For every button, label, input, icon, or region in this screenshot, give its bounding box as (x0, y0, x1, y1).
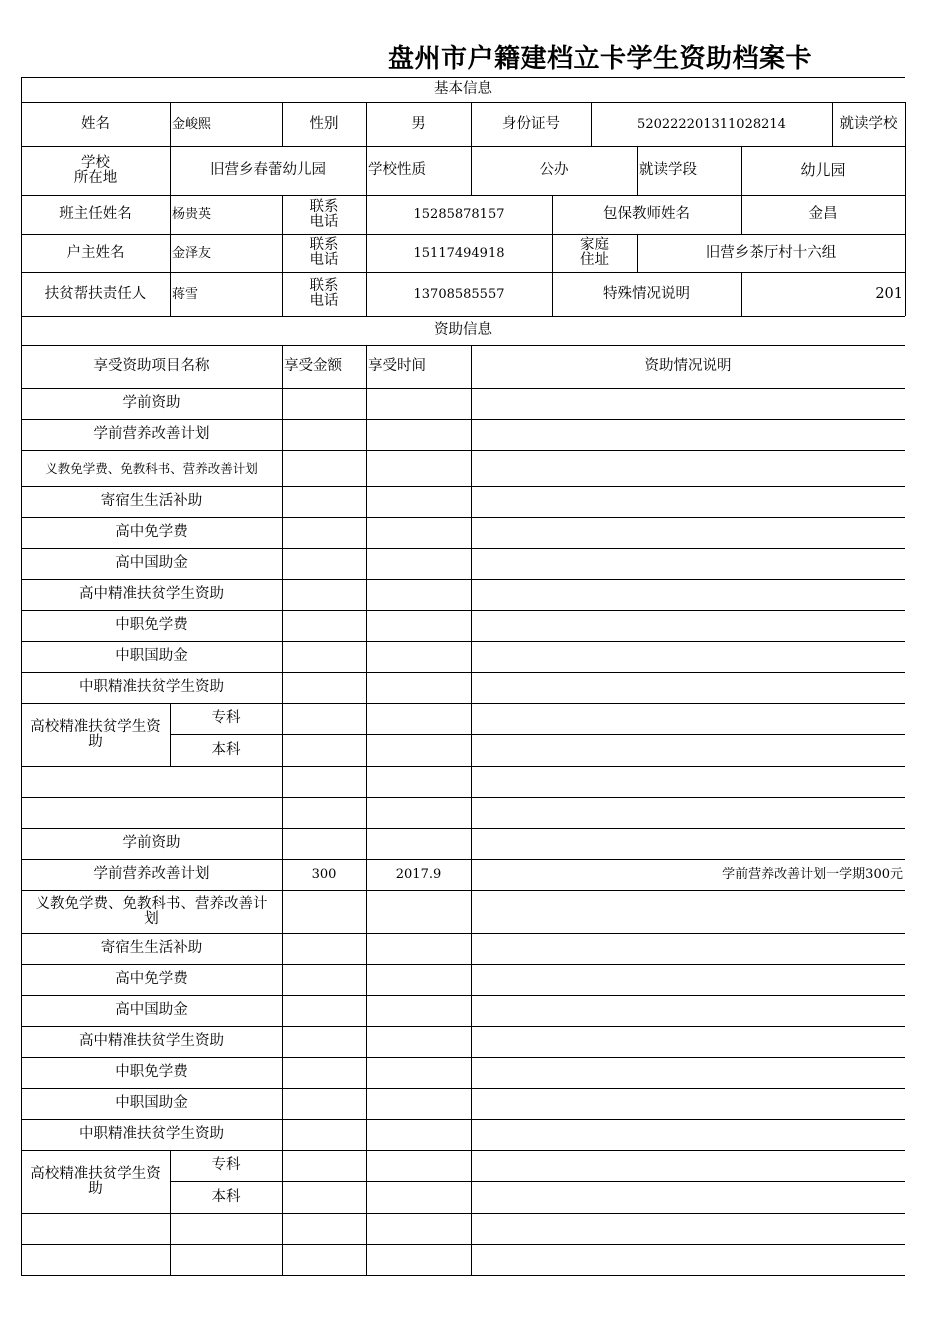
grid-line (282, 933, 283, 964)
id-number-value[interactable]: 520222201311028214 (637, 116, 786, 132)
aid-item-name: 高中精准扶贫学生资助 (79, 586, 224, 602)
teacher-label: 班主任姓名 (59, 206, 132, 222)
aid-item-time[interactable] (368, 1119, 469, 1150)
aid-item-time[interactable] (368, 419, 469, 450)
aid-item-note[interactable] (473, 995, 903, 1026)
aid-item-note[interactable] (473, 579, 903, 610)
specialist-label-b: 专科 (211, 1157, 241, 1173)
aid-item-amount[interactable] (284, 610, 364, 641)
grid-line (471, 486, 472, 517)
grid-line (282, 641, 283, 672)
aid-item-time[interactable] (368, 610, 469, 641)
grid-line (366, 672, 367, 703)
responsible-label: 扶贫帮扶责任人 (44, 285, 147, 302)
aid-item-note[interactable] (473, 1057, 903, 1088)
grid-line (21, 1244, 905, 1245)
grid-line (471, 1088, 472, 1119)
grid-line (366, 234, 367, 272)
grid-line (21, 77, 22, 1275)
aid-item-note[interactable] (473, 1150, 903, 1181)
grid-line (471, 703, 472, 766)
grid-line (366, 486, 367, 517)
teacher-phone-label: 联系 电话 (309, 198, 339, 230)
grid-line (282, 828, 283, 859)
aid-item-note[interactable] (473, 964, 903, 995)
grid-line (282, 234, 283, 272)
grid-line (282, 195, 283, 234)
aid-item-note[interactable] (473, 419, 903, 450)
aid-item-amount[interactable] (284, 388, 364, 419)
aid-item-note[interactable] (473, 828, 903, 859)
school-label: 就读学校 (839, 115, 898, 132)
aid-item-note[interactable] (473, 672, 903, 703)
grid-line (366, 345, 367, 388)
grid-line (471, 345, 472, 388)
grid-line (170, 195, 171, 234)
grid-line (471, 450, 472, 486)
grid-line (591, 102, 592, 146)
aid-item-name: 中职精准扶贫学生资助 (79, 679, 224, 695)
guard-teacher-label: 包保教师姓名 (603, 206, 690, 222)
grid-line (282, 548, 283, 579)
aid-item-amount[interactable] (284, 672, 364, 703)
grid-line (282, 610, 283, 641)
special-value[interactable]: 201 (875, 285, 903, 302)
grid-line (366, 933, 367, 964)
grid-line (366, 828, 367, 859)
aid-item-name: 高中国助金 (115, 555, 188, 571)
grid-line (170, 234, 171, 272)
aid-item-time[interactable] (368, 703, 469, 734)
grid-line (366, 703, 367, 766)
aid-item-note[interactable] (473, 388, 903, 419)
aid-item-name: 中职国助金 (115, 648, 188, 664)
aid-item-name: 学前营养改善计划 (93, 426, 210, 442)
grid-line (282, 995, 283, 1026)
grid-line (552, 234, 553, 272)
col-amount-header: 享受金额 (284, 358, 342, 374)
householder-value[interactable]: 金泽友 (172, 245, 212, 261)
grid-line (282, 388, 283, 419)
aid-item-time[interactable] (368, 1088, 469, 1119)
grid-line (170, 703, 171, 766)
aid-item-name: 学前资助 (122, 395, 181, 411)
aid-item-note[interactable] (473, 1026, 903, 1057)
grid-line (366, 102, 367, 146)
grid-line (366, 1026, 367, 1057)
aid-item-name: 高中免学费 (115, 524, 188, 540)
specialist-label-a: 专科 (211, 710, 241, 726)
aid-item-amount[interactable] (284, 579, 364, 610)
grid-line (471, 933, 472, 964)
grid-line (471, 828, 472, 859)
grid-line (471, 548, 472, 579)
stage-label: 就读学段 (639, 162, 697, 178)
grid-line (282, 703, 283, 766)
grid-line (471, 146, 472, 195)
aid-item-name: 中职国助金 (115, 1095, 188, 1111)
grid-line (170, 1244, 171, 1275)
address-label: 家庭 住址 (580, 237, 609, 268)
aid-item-time[interactable] (368, 734, 469, 766)
grid-line (366, 388, 367, 419)
aid-item-note[interactable]: 学前营养改善计划一学期300元 (722, 867, 903, 882)
grid-line (282, 1213, 283, 1244)
aid-item-amount[interactable] (284, 450, 364, 486)
grid-line (366, 579, 367, 610)
college-aid-label-a: 高校精准扶贫学生资 助 (30, 718, 161, 750)
school-type-value[interactable]: 公办 (539, 162, 569, 178)
aid-item-note[interactable] (473, 548, 903, 579)
grid-line (832, 102, 833, 146)
grid-line (471, 102, 472, 146)
aid-item-amount[interactable] (284, 517, 364, 548)
aid-item-time[interactable] (368, 828, 469, 859)
bachelor-label-b: 本科 (211, 1188, 241, 1205)
grid-line (21, 797, 905, 798)
grid-line (282, 579, 283, 610)
grid-line (366, 995, 367, 1026)
aid-item-time[interactable] (368, 450, 469, 486)
grid-line (282, 797, 283, 828)
grid-line (366, 964, 367, 995)
grid-line (471, 859, 472, 890)
grid-line (471, 766, 472, 797)
aid-item-amount[interactable] (284, 1150, 364, 1181)
grid-line (282, 419, 283, 450)
grid-line (471, 1213, 472, 1244)
aid-item-amount[interactable] (284, 1057, 364, 1088)
grid-line (905, 102, 906, 146)
grid-line (366, 890, 367, 933)
grid-line (282, 486, 283, 517)
grid-line (282, 964, 283, 995)
grid-line (282, 102, 283, 146)
aid-item-name: 中职免学费 (115, 1064, 188, 1080)
householder-phone-value[interactable]: 15117494918 (413, 245, 505, 261)
aid-item-time[interactable] (368, 486, 469, 517)
aid-item-note[interactable] (473, 1088, 903, 1119)
grid-line (170, 1150, 171, 1213)
aid-item-amount[interactable] (284, 1119, 364, 1150)
grid-line (905, 195, 906, 234)
aid-item-time[interactable] (368, 641, 469, 672)
aid-item-note[interactable] (473, 1181, 903, 1213)
grid-line (471, 672, 472, 703)
grid-line (471, 579, 472, 610)
school-type-label: 学校性质 (368, 162, 426, 178)
grid-line (170, 146, 171, 195)
page-title: 盘州市户籍建档立卡学生资助档案卡 (387, 44, 812, 74)
grid-line (637, 234, 638, 272)
grid-line (366, 146, 367, 195)
col-time-header: 享受时间 (368, 358, 426, 374)
grid-line (637, 146, 638, 195)
aid-item-amount[interactable] (284, 995, 364, 1026)
grid-line (471, 995, 472, 1026)
aid-item-time[interactable] (368, 517, 469, 548)
grid-line (741, 272, 742, 316)
address-value[interactable]: 旧营乡茶厅村十六组 (705, 244, 837, 261)
grid-line (471, 419, 472, 450)
teacher-phone-value[interactable]: 15285878157 (413, 207, 505, 222)
aid-item-note[interactable] (473, 933, 903, 964)
aid-item-name: 高中免学费 (115, 971, 188, 987)
aid-item-amount[interactable] (284, 964, 364, 995)
grid-line (282, 517, 283, 548)
grid-line (471, 797, 472, 828)
aid-item-time[interactable] (368, 995, 469, 1026)
grid-line (366, 195, 367, 234)
aid-item-note[interactable] (473, 1119, 903, 1150)
grid-line (282, 1026, 283, 1057)
guard-teacher-value[interactable]: 金昌 (808, 206, 838, 222)
householder-label: 户主姓名 (66, 244, 125, 261)
aid-item-name: 中职免学费 (115, 617, 188, 633)
grid-line (366, 1057, 367, 1088)
aid-item-note[interactable] (473, 610, 903, 641)
grid-line (366, 766, 367, 797)
id-label: 身份证号 (502, 115, 560, 132)
aid-item-amount[interactable] (284, 734, 364, 766)
aid-item-time[interactable] (368, 1026, 469, 1057)
aid-item-name: 寄宿生生活补助 (100, 493, 203, 509)
aid-item-amount[interactable] (284, 890, 364, 933)
aid-item-name: 寄宿生生活补助 (100, 940, 203, 956)
aid-item-name: 学前资助 (122, 835, 181, 851)
col-note-header: 资助情况说明 (644, 358, 732, 374)
aid-item-amount[interactable]: 300 (311, 867, 337, 882)
aid-item-amount[interactable] (284, 1026, 364, 1057)
grid-line (471, 641, 472, 672)
grid-line (366, 1119, 367, 1150)
grid-line (471, 890, 472, 933)
grid-line (366, 859, 367, 890)
aid-item-name: 学前营养改善计划 (93, 866, 210, 882)
grid-line (905, 234, 906, 272)
gender-label: 性别 (309, 115, 339, 132)
aid-item-time[interactable] (368, 579, 469, 610)
grid-line (366, 1244, 367, 1275)
aid-item-time[interactable] (368, 1150, 469, 1181)
name-label: 姓名 (81, 115, 110, 132)
aid-item-note[interactable] (473, 734, 903, 766)
grid-line (366, 797, 367, 828)
aid-item-name: 义教免学费、免教科书、营养改善计划 (45, 460, 258, 476)
grid-line (471, 1150, 472, 1213)
aid-item-amount[interactable] (284, 486, 364, 517)
grid-line (366, 1150, 367, 1213)
grid-line (21, 766, 905, 767)
aid-item-amount[interactable] (284, 548, 364, 579)
aid-item-time[interactable] (368, 672, 469, 703)
gender-value[interactable]: 男 (411, 115, 426, 132)
grid-line (471, 1244, 472, 1275)
aid-item-amount[interactable] (284, 703, 364, 734)
grid-line (282, 672, 283, 703)
grid-line (366, 1088, 367, 1119)
name-value[interactable]: 金峻熙 (172, 116, 212, 132)
grid-line (471, 964, 472, 995)
grid-line (170, 102, 171, 146)
school-location-value[interactable]: 旧营乡春蕾幼儿园 (210, 162, 326, 178)
aid-item-note[interactable] (473, 450, 903, 486)
aid-item-amount[interactable] (284, 828, 364, 859)
aid-item-time[interactable]: 2017.9 (395, 867, 442, 882)
aid-item-time[interactable] (368, 964, 469, 995)
grid-line (282, 1119, 283, 1150)
aid-item-name: 高中国助金 (115, 1002, 188, 1018)
aid-item-time[interactable] (368, 548, 469, 579)
grid-line (21, 1213, 905, 1214)
responsible-value[interactable]: 蒋雪 (172, 286, 199, 302)
aid-item-name: 高中精准扶贫学生资助 (79, 1033, 224, 1049)
grid-line (282, 766, 283, 797)
grid-line (282, 1244, 283, 1275)
grid-line (170, 272, 171, 316)
grid-line (282, 345, 283, 388)
aid-item-amount[interactable] (284, 1181, 364, 1213)
grid-line (366, 419, 367, 450)
aid-item-time[interactable] (368, 388, 469, 419)
grid-line (366, 517, 367, 548)
grid-line (282, 1057, 283, 1088)
grid-line (905, 272, 906, 316)
grid-line (741, 195, 742, 234)
bachelor-label-a: 本科 (211, 741, 241, 758)
aid-item-name: 义教免学费、免教科书、营养改善计 划 (35, 895, 268, 927)
grid-line (366, 450, 367, 486)
teacher-value[interactable]: 杨贵英 (172, 207, 212, 222)
grid-line (366, 1213, 367, 1244)
grid-line (282, 1150, 283, 1213)
grid-line (471, 517, 472, 548)
grid-line (471, 610, 472, 641)
grid-line (552, 272, 553, 316)
grid-line (905, 146, 906, 195)
grid-line (366, 272, 367, 316)
aid-item-note[interactable] (473, 486, 903, 517)
aid-item-name: 中职精准扶贫学生资助 (79, 1126, 224, 1142)
aid-item-amount[interactable] (284, 933, 364, 964)
aid-item-note[interactable] (473, 517, 903, 548)
school-location-label: 学校 所在地 (73, 154, 118, 186)
grid-line (366, 548, 367, 579)
grid-line (170, 1213, 171, 1244)
aid-item-time[interactable] (368, 1057, 469, 1088)
aid-item-note[interactable] (473, 641, 903, 672)
col-name-header: 享受资助项目名称 (93, 358, 210, 374)
grid-line (471, 1057, 472, 1088)
grid-line (282, 272, 283, 316)
aid-info-header: 资助信息 (434, 322, 492, 338)
responsible-phone-value[interactable]: 13708585557 (413, 286, 505, 302)
aid-item-time[interactable] (368, 890, 469, 933)
grid-line (282, 1088, 283, 1119)
stage-value[interactable]: 幼儿园 (800, 161, 846, 179)
householder-phone-label: 联系 电话 (309, 237, 339, 268)
grid-line (741, 146, 742, 195)
grid-line (366, 641, 367, 672)
grid-line (552, 195, 553, 234)
grid-line (282, 859, 283, 890)
aid-item-amount[interactable] (284, 419, 364, 450)
aid-item-note[interactable] (473, 703, 903, 734)
grid-line (366, 610, 367, 641)
basic-info-header: 基本信息 (434, 81, 492, 97)
college-aid-label-b: 高校精准扶贫学生资 助 (30, 1165, 161, 1197)
special-label: 特殊情况说明 (603, 285, 690, 302)
aid-item-amount[interactable] (284, 1088, 364, 1119)
grid-line (471, 1119, 472, 1150)
responsible-phone-label: 联系 电话 (309, 278, 339, 309)
grid-line (282, 450, 283, 486)
aid-item-amount[interactable] (284, 641, 364, 672)
aid-item-note[interactable] (473, 890, 903, 933)
grid-line (282, 890, 283, 933)
grid-line (471, 388, 472, 419)
grid-line (21, 1275, 905, 1276)
aid-item-time[interactable] (368, 1181, 469, 1213)
grid-line (471, 1026, 472, 1057)
aid-item-time[interactable] (368, 933, 469, 964)
